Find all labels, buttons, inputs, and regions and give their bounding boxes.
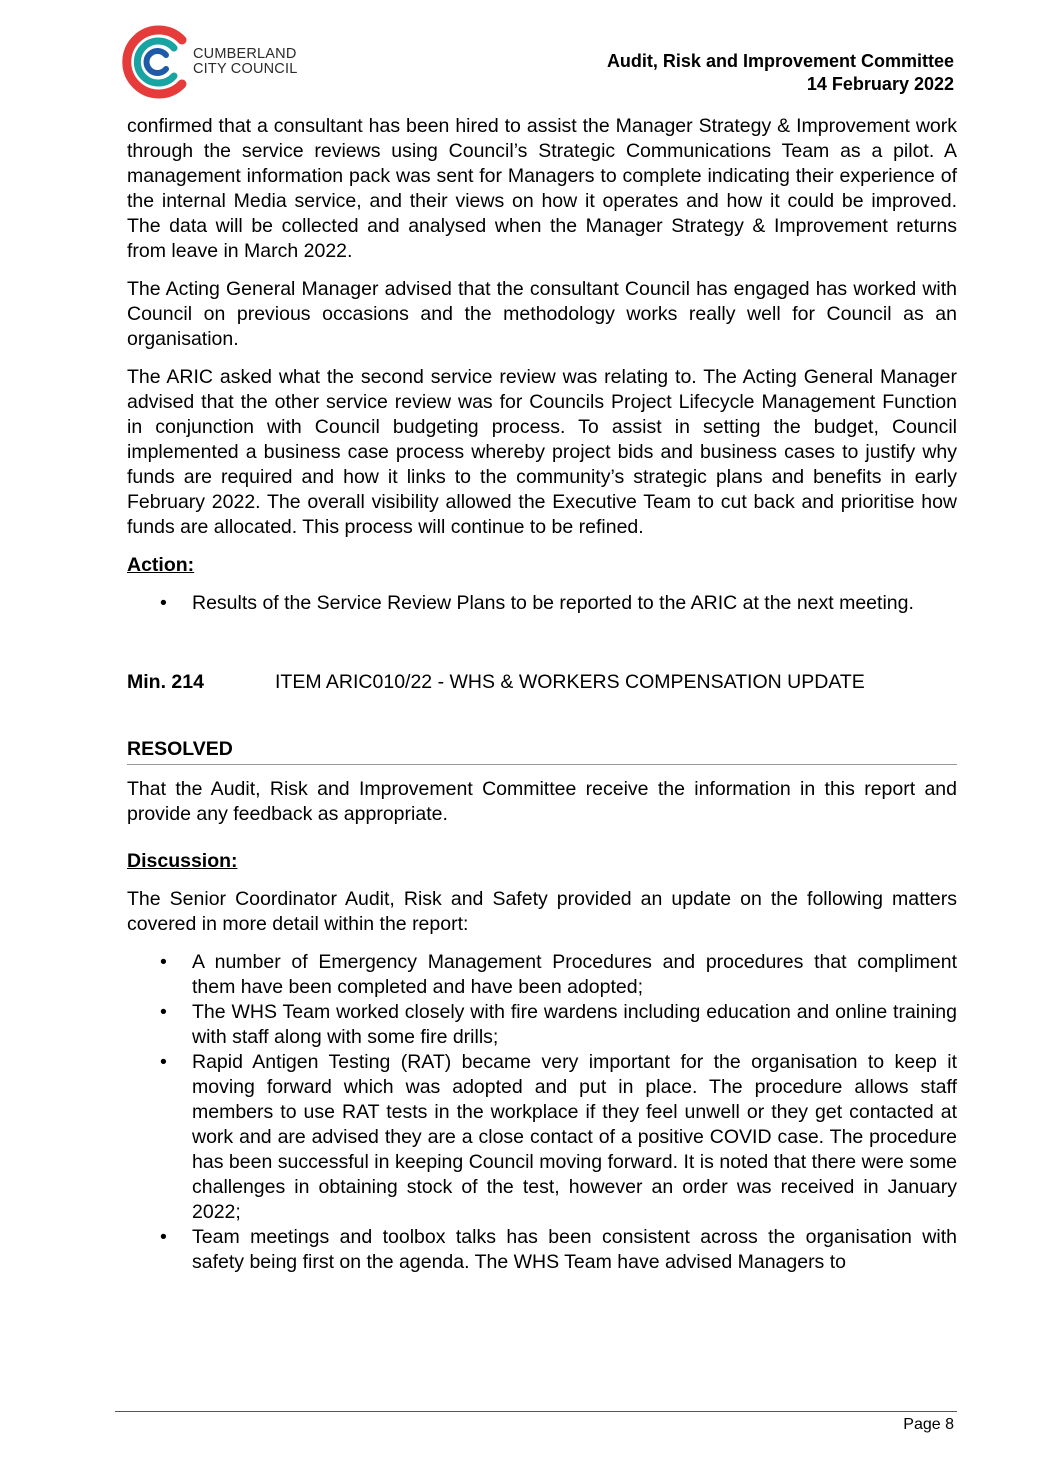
meeting-date: 14 February 2022: [806, 74, 954, 94]
paragraph-3: The ARIC asked what the second service review was relating to. The Acting General Manager advised that the other service review was for Councils Project Lifecycle Management Function in conjunction with Council budgeting process. To assist in setting the budget, Council implemented a business case process whereby project bids and business cases to justify why funds are required and how it links to the community’s strategic plans and benefits in early February 2022. The overall visibility allowed the Executive Team to cut back and prioritise how funds are allocated. This process will continue to be refined.: [127, 366, 957, 538]
list-item: • A number of Emergency Management Procedures and procedures that compliment them have been completed and have been adopted;: [127, 950, 957, 1000]
minute-row: [127, 670, 957, 695]
resolved-text: That the Audit, Risk and Improvement Committee receive the information in this report and provide any feedback as appropriate.: [127, 778, 957, 825]
logo-text: [193, 47, 297, 77]
council-logo-icon: [120, 22, 192, 102]
logo-line-2: CITY COUNCIL: [193, 61, 298, 77]
list-item: • Rapid Antigen Testing (RAT) became very important for the organisation to keep it moving forward which was adopted and put in place. The procedure allows staff members to use RAT tests in the workplace if they feel unwell or they get contacted at work and are advised they are a close contact of a positive COVID case. The procedure has been successful in keeping Council moving forward. It is noted that there were some challenges in obtaining stock of the test, however an order was received in January 2022;: [127, 1050, 957, 1225]
logo-line-1: CUMBERLAND: [193, 46, 297, 62]
action-heading: Action:: [127, 554, 195, 576]
minute-title: ITEM ARIC010/22 - WHS & WORKERS COMPENSATION UPDATE: [275, 671, 865, 693]
document-header: [607, 50, 954, 96]
footer-divider: [115, 1411, 957, 1412]
committee-name: Audit, Risk and Improvement Committee: [606, 51, 954, 71]
discussion-list: [127, 950, 957, 1275]
action-list: [127, 591, 957, 616]
minute-number: Min. 214: [127, 671, 204, 693]
resolved-heading: RESOLVED: [127, 737, 957, 765]
document-body: [127, 114, 957, 1275]
discussion-heading: Discussion:: [127, 850, 238, 872]
paragraph-2: The Acting General Manager advised that the consultant Council has engaged has worked with Council on previous occasions and the methodology works really well for Council as an organisation.: [127, 278, 957, 350]
discussion-intro: The Senior Coordinator Audit, Risk and Safety provided an update on the following matters covered in more detail within the report:: [127, 888, 957, 935]
page-number: Page 8: [903, 1416, 954, 1433]
paragraph-1: confirmed that a consultant has been hired to assist the Manager Strategy & Improvement work through the service reviews using Council’s Strategic Communications Team as a pilot. A management information pack was sent for Managers to complete indicating their experience of the internal Media service, and their views on how it operates and how it could be improved. The data will be collected and analysed when the Manager Strategy & Improvement returns from leave in March 2022.: [127, 115, 957, 262]
list-item: • Team meetings and toolbox talks has been consistent across the organisation with safety being first on the agenda. The WHS Team have advised Managers to: [127, 1225, 957, 1275]
list-item: • The WHS Team worked closely with fire wardens including education and online training with staff along with some fire drills;: [127, 1000, 957, 1050]
list-item: • Results of the Service Review Plans to be reported to the ARIC at the next meeting.: [127, 591, 957, 616]
